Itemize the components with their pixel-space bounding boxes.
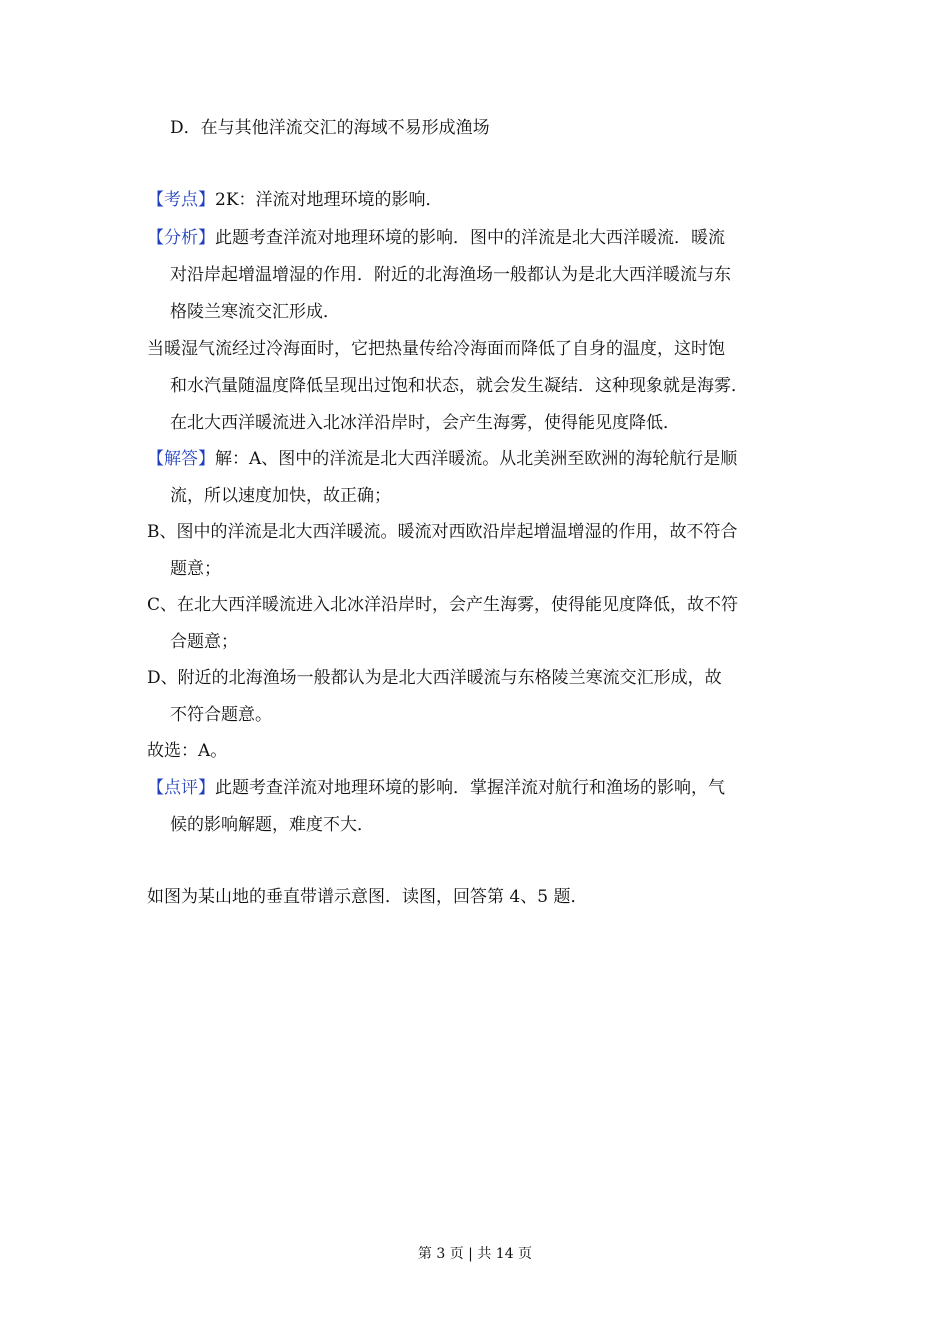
jieda-line-2: 流，所以速度加快，故正确；: [170, 486, 391, 506]
dianping-text-1: 此题考查洋流对地理环境的影响．掌握洋流对航行和渔场的影响，气: [215, 778, 725, 798]
fog-line-1: 当暖湿气流经过冷海面时，它把热量传给冷海面而降低了自身的温度，这时饱: [147, 339, 725, 359]
fenxi-line-1: [147, 227, 725, 249]
jieda-text-1: 解：A、图中的洋流是北大西洋暖流。从北美洲至欧洲的海轮航行是顺: [215, 449, 738, 469]
jieda-tag: 【解答】: [147, 449, 215, 469]
fenxi-line-3: 格陵兰寒流交汇形成．: [170, 302, 340, 322]
jieda-d-line-2: 不符合题意。: [170, 705, 272, 725]
fenxi-tag: 【分析】: [147, 228, 215, 248]
dianping-tag: 【点评】: [147, 778, 215, 798]
fenxi-line-2: 对沿岸起增温增湿的作用．附近的北海渔场一般都认为是北大西洋暖流与东: [170, 265, 731, 285]
jieda-c-line-1: C、在北大西洋暖流进入北冰洋沿岸时，会产生海雾，使得能见度降低，故不符: [147, 595, 739, 615]
next-question-prompt: 如图为某山地的垂直带谱示意图．读图，回答第 4、5 题．: [147, 887, 588, 907]
kaodian-text: 2K：洋流对地理环境的影响．: [215, 190, 443, 210]
fog-line-3: 在北大西洋暖流进入北冰洋沿岸时，会产生海雾，使得能见度降低．: [170, 413, 680, 433]
option-d: D．在与其他洋流交汇的海域不易形成渔场: [170, 118, 490, 138]
fenxi-text-1: 此题考查洋流对地理环境的影响．图中的洋流是北大西洋暖流．暖流: [215, 228, 725, 248]
jieda-b-line-2: 题意；: [170, 559, 221, 579]
kaodian-tag: 【考点】: [147, 190, 215, 210]
fog-line-2: 和水汽量随温度降低呈现出过饱和状态，就会发生凝结．这种现象就是海雾．: [170, 376, 748, 396]
dianping-line-1: [147, 777, 725, 799]
jieda-d-line-1: D、附近的北海渔场一般都认为是北大西洋暖流与东格陵兰寒流交汇形成，故: [147, 668, 722, 688]
jieda-line-1: [147, 448, 737, 470]
kaodian-section: [147, 189, 443, 211]
jieda-b-line-1: B、图中的洋流是北大西洋暖流。暖流对西欧沿岸起增温增湿的作用，故不符合: [147, 522, 738, 542]
jieda-c-line-2: 合题意；: [170, 632, 238, 652]
answer-line: 故选：A。: [147, 741, 228, 761]
dianping-line-2: 候的影响解题，难度不大．: [170, 815, 374, 835]
page-footer: 第 3 页 | 共 14 页: [417, 1246, 533, 1262]
